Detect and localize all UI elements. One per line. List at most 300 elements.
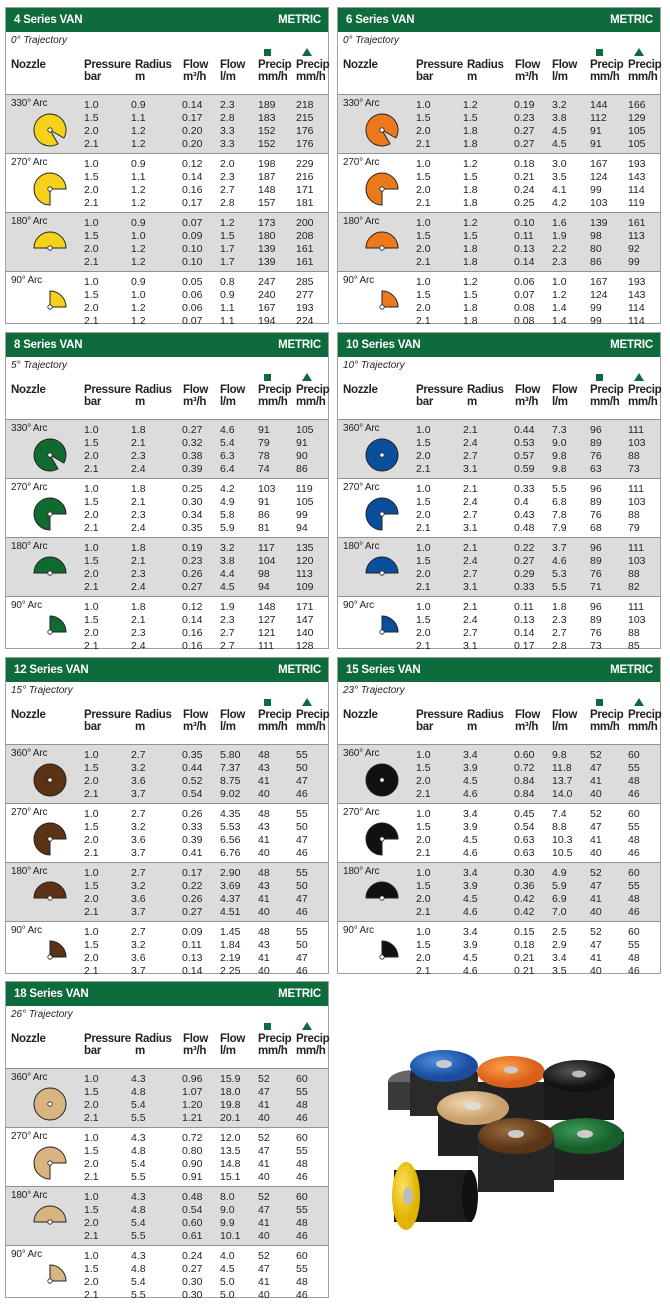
- pressure-cell: 2.0: [84, 243, 99, 255]
- flow-m3h-cell: 0.33: [514, 483, 535, 495]
- flow-lm-cell: 7.0: [552, 906, 567, 918]
- precip-triangle-cell: 48: [296, 1276, 308, 1288]
- pressure-cell: 2.1: [416, 640, 431, 652]
- pressure-cell: 2.1: [416, 138, 431, 150]
- pressure-cell: 1.5: [416, 821, 431, 833]
- flow-lm-cell: 4.5: [552, 138, 567, 150]
- table-row: [6, 125, 328, 138]
- precip-square-cell: 91: [590, 125, 602, 137]
- flow-lm-cell: 9.02: [220, 788, 241, 800]
- precip-triangle-cell: 99: [628, 256, 640, 268]
- precip-triangle-cell: 103: [628, 614, 646, 626]
- precip-triangle-cell: 229: [296, 158, 314, 170]
- flow-m3h-cell: 0.27: [514, 555, 535, 567]
- radius-cell: 4.3: [131, 1073, 146, 1085]
- radius-cell: 2.7: [463, 627, 478, 639]
- precip-triangle-cell: 46: [296, 847, 308, 859]
- precip-square-cell: 52: [590, 867, 602, 879]
- header-label: Pressure: [416, 384, 463, 396]
- flow-lm-cell: 1.8: [552, 601, 567, 613]
- flow-m3h-cell: 0.06: [182, 302, 203, 314]
- precip-triangle-cell: 46: [296, 1171, 308, 1183]
- nozzle-table-15-series-van: [337, 657, 662, 977]
- arc-label: 180° Arc: [343, 216, 380, 227]
- radius-cell: 3.6: [131, 775, 146, 787]
- flow-lm-cell: 3.2: [220, 542, 235, 554]
- header-label: Pressure: [84, 1033, 131, 1045]
- flow-m3h-cell: 0.96: [182, 1073, 203, 1085]
- radius-cell: 3.1: [463, 581, 478, 593]
- precip-sq-header: [258, 59, 291, 83]
- table-row: [6, 1112, 328, 1125]
- pressure-cell: 2.1: [416, 197, 431, 209]
- table-header-bar: [6, 333, 328, 357]
- unit-label: METRIC: [610, 664, 653, 676]
- header-unit: bar: [416, 721, 433, 733]
- radius-cell: 4.3: [131, 1132, 146, 1144]
- precip-square-cell: 99: [590, 315, 602, 327]
- precip-square-cell: 91: [590, 138, 602, 150]
- flow-m3h-cell: 0.57: [514, 450, 535, 462]
- precip-triangle-cell: 55: [296, 1263, 308, 1275]
- precip-triangle-cell: 208: [296, 230, 314, 242]
- radius-cell: 3.1: [463, 463, 478, 475]
- flow-lm-cell: 3.0: [552, 158, 567, 170]
- trajectory-label: 5° Trajectory: [11, 360, 68, 371]
- arc-group: [6, 272, 328, 330]
- table-row: [6, 1171, 328, 1184]
- precip-square-cell: 189: [258, 99, 276, 111]
- precip-triangle-cell: 48: [628, 834, 640, 846]
- precip-triangle-cell: 48: [296, 1158, 308, 1170]
- header-unit: mm/h: [628, 721, 658, 733]
- precip-sq-header: [590, 709, 623, 733]
- flow-m3h-cell: 0.54: [514, 821, 535, 833]
- table-row: [338, 880, 660, 893]
- table-row: [338, 601, 660, 614]
- flow-m3h-cell: 0.45: [514, 808, 535, 820]
- radius-cell: 1.8: [463, 243, 478, 255]
- unit-label: METRIC: [278, 664, 321, 676]
- flow-m3h-cell: 0.30: [182, 496, 203, 508]
- precip-square-cell: 41: [590, 893, 602, 905]
- flow-lm-cell: 8.0: [220, 1191, 235, 1203]
- radius-cell: 1.8: [463, 256, 478, 268]
- series-title: 18 Series VAN: [14, 988, 89, 1000]
- precip-square-cell: 40: [258, 1289, 270, 1301]
- flow-m3h-cell: 0.90: [182, 1158, 203, 1170]
- precip-triangle-cell: 200: [296, 217, 314, 229]
- unit-label: METRIC: [278, 988, 321, 1000]
- flow-lm-cell: 7.37: [220, 762, 241, 774]
- flow-lm-cell: 8.75: [220, 775, 241, 787]
- radius-cell: 2.7: [131, 926, 146, 938]
- pressure-cell: 1.5: [84, 437, 99, 449]
- arc-group: [6, 1187, 328, 1246]
- pressure-cell: 1.5: [84, 496, 99, 508]
- flow-m3h-cell: 0.13: [514, 243, 535, 255]
- pressure-cell: 1.5: [84, 939, 99, 951]
- header-unit: l/m: [220, 71, 236, 83]
- flow-m3h-cell: 0.42: [514, 906, 535, 918]
- flow-lm-cell: 3.3: [220, 138, 235, 150]
- precip-triangle-cell: 99: [296, 509, 308, 521]
- series-title: 6 Series VAN: [346, 14, 415, 26]
- flow-lm-cell: 12.0: [220, 1132, 241, 1144]
- nozzle-table-12-series-van: [5, 657, 330, 977]
- arc-label: 180° Arc: [343, 866, 380, 877]
- flow-m3h-cell: 0.27: [182, 424, 203, 436]
- pressure-header: [416, 384, 463, 408]
- header-label: Radius: [135, 59, 172, 71]
- flow-lm-cell: 3.8: [220, 555, 235, 567]
- flow-m3h-cell: 0.11: [514, 601, 534, 613]
- precip-triangle-cell: 135: [296, 542, 314, 554]
- pressure-cell: 2.1: [416, 522, 431, 534]
- arc-label: 270° Arc: [11, 482, 48, 493]
- precip-square-cell: 40: [590, 965, 602, 977]
- pressure-cell: 2.0: [84, 450, 99, 462]
- triangle-symbol-icon: [302, 698, 312, 706]
- header-unit: l/m: [552, 721, 568, 733]
- precip-tri-header: [628, 384, 661, 408]
- series-title: 8 Series VAN: [14, 339, 83, 351]
- pressure-cell: 2.0: [84, 834, 99, 846]
- precip-triangle-cell: 105: [296, 424, 314, 436]
- flow-lm-cell: 9.0: [552, 437, 567, 449]
- table-row: [338, 568, 660, 581]
- precip-tri-header: [296, 709, 329, 733]
- precip-triangle-cell: 129: [628, 112, 646, 124]
- radius-cell: 1.2: [131, 302, 146, 314]
- table-row: [338, 302, 660, 315]
- radius-cell: 3.2: [131, 880, 146, 892]
- flow-m3h-cell: 0.21: [514, 952, 535, 964]
- pressure-cell: 1.5: [84, 289, 99, 301]
- radius-cell: 1.8: [463, 197, 478, 209]
- flow-lm-cell: 5.3: [552, 568, 567, 580]
- flow-m3h-cell: 0.26: [182, 808, 203, 820]
- flow-m3h-cell: 0.14: [514, 627, 535, 639]
- table-row: [6, 217, 328, 230]
- header-label: Precip: [258, 59, 292, 71]
- table-row: [6, 906, 328, 919]
- radius-cell: 1.5: [463, 289, 478, 301]
- radius-cell: 3.9: [463, 880, 478, 892]
- table-row: [338, 614, 660, 627]
- pressure-header: [84, 59, 131, 83]
- flow-m3h-header: [515, 709, 540, 733]
- flow-m3h-cell: 0.13: [182, 952, 203, 964]
- flow-m3h-cell: 0.19: [182, 542, 203, 554]
- precip-square-cell: 52: [590, 749, 602, 761]
- radius-cell: 2.1: [463, 542, 478, 554]
- flow-m3h-cell: 0.15: [514, 926, 535, 938]
- radius-cell: 2.1: [463, 424, 478, 436]
- precip-triangle-cell: 193: [628, 276, 646, 288]
- header-label: Pressure: [84, 384, 131, 396]
- pressure-cell: 2.0: [416, 243, 431, 255]
- precip-triangle-cell: 50: [296, 880, 308, 892]
- radius-cell: 4.5: [463, 834, 478, 846]
- precip-square-cell: 47: [590, 762, 602, 774]
- nozzle-table-4-series-van: [5, 7, 330, 327]
- pressure-cell: 2.1: [84, 640, 99, 652]
- flow-lm-cell: 9.0: [220, 1204, 235, 1216]
- precip-square-cell: 144: [590, 99, 608, 111]
- precip-square-cell: 124: [590, 289, 608, 301]
- precip-triangle-cell: 60: [628, 808, 640, 820]
- table-row: [6, 138, 328, 151]
- pressure-cell: 1.0: [84, 926, 99, 938]
- pressure-cell: 1.5: [84, 614, 99, 626]
- header-unit: m: [467, 71, 477, 83]
- pressure-cell: 1.0: [416, 424, 431, 436]
- table-row: [338, 99, 660, 112]
- flow-lm-cell: 6.8: [552, 496, 567, 508]
- precip-triangle-cell: 120: [296, 555, 314, 567]
- precip-square-cell: 198: [258, 158, 276, 170]
- square-symbol-icon: [596, 374, 603, 381]
- table-row: [6, 867, 328, 880]
- radius-cell: 3.7: [131, 847, 146, 859]
- precip-tri-header: [296, 384, 329, 408]
- flow-lm-cell: 4.0: [220, 1250, 235, 1262]
- flow-lm-cell: 5.5: [552, 581, 567, 593]
- nozzle-header: Nozzle: [11, 59, 46, 71]
- column-headers: [6, 373, 328, 420]
- precip-square-cell: 89: [590, 437, 602, 449]
- pressure-cell: 1.0: [416, 217, 431, 229]
- precip-square-cell: 80: [590, 243, 602, 255]
- radius-cell: 1.2: [131, 184, 146, 196]
- flow-lm-cell: 6.9: [552, 893, 567, 905]
- arc-label: 270° Arc: [11, 807, 48, 818]
- precip-triangle-cell: 60: [296, 1073, 308, 1085]
- precip-sq-header: [590, 384, 623, 408]
- column-headers: [6, 48, 328, 95]
- flow-lm-cell: 10.3: [552, 834, 573, 846]
- flow-m3h-cell: 0.4: [514, 496, 529, 508]
- table-row: [6, 808, 328, 821]
- precip-square-cell: 139: [258, 256, 276, 268]
- pressure-cell: 2.0: [84, 893, 99, 905]
- pressure-cell: 1.0: [84, 542, 99, 554]
- flow-lm-cell: 9.8: [552, 463, 567, 475]
- precip-square-cell: 124: [590, 171, 608, 183]
- pressure-cell: 1.5: [84, 230, 99, 242]
- arc-label: 180° Arc: [11, 866, 48, 877]
- flow-lm-cell: 2.3: [220, 171, 235, 183]
- triangle-symbol-icon: [634, 48, 644, 56]
- precip-triangle-cell: 90: [296, 450, 308, 462]
- flow-lm-cell: 9.9: [220, 1217, 235, 1229]
- precip-triangle-cell: 46: [628, 788, 640, 800]
- pressure-cell: 1.5: [84, 1145, 99, 1157]
- arc-label: 330° Arc: [11, 98, 48, 109]
- precip-square-cell: 47: [258, 1145, 270, 1157]
- flow-m3h-cell: 0.72: [514, 762, 535, 774]
- flow-lm-cell: 4.5: [220, 581, 235, 593]
- nozzle-table-18-series-van: [5, 981, 330, 1301]
- pressure-cell: 1.5: [416, 762, 431, 774]
- table-row: [338, 243, 660, 256]
- header-label: Flow: [183, 59, 208, 71]
- precip-square-cell: 98: [258, 568, 270, 580]
- arc-group: [338, 597, 660, 655]
- pressure-cell: 2.0: [416, 952, 431, 964]
- pressure-cell: 1.5: [84, 112, 99, 124]
- radius-cell: 5.5: [131, 1171, 146, 1183]
- pressure-cell: 2.0: [416, 568, 431, 580]
- flow-m3h-cell: 0.27: [182, 906, 203, 918]
- header-unit: m³/h: [515, 71, 539, 83]
- flow-lm-cell: 3.5: [552, 171, 567, 183]
- precip-triangle-cell: 171: [296, 601, 314, 613]
- flow-m3h-cell: 0.35: [182, 522, 203, 534]
- table-row: [6, 509, 328, 522]
- precip-triangle-cell: 55: [628, 880, 640, 892]
- precip-square-cell: 52: [258, 1132, 270, 1144]
- table-row: [6, 1099, 328, 1112]
- pressure-cell: 2.0: [84, 568, 99, 580]
- radius-cell: 1.1: [131, 171, 146, 183]
- radius-cell: 2.4: [463, 437, 478, 449]
- radius-cell: 2.1: [463, 601, 478, 613]
- flow-m3h-cell: 0.23: [182, 555, 203, 567]
- flow-m3h-cell: 0.63: [514, 834, 535, 846]
- header-label: Precip: [296, 709, 330, 721]
- table-row: [6, 762, 328, 775]
- precip-triangle-cell: 46: [296, 788, 308, 800]
- radius-cell: 2.4: [463, 496, 478, 508]
- triangle-symbol-icon: [302, 373, 312, 381]
- pressure-cell: 1.5: [84, 1086, 99, 1098]
- table-row: [6, 749, 328, 762]
- table-row: [338, 522, 660, 535]
- radius-cell: 1.0: [131, 289, 146, 301]
- precip-triangle-cell: 277: [296, 289, 314, 301]
- arc-label: 270° Arc: [11, 1131, 48, 1142]
- flow-lm-cell: 2.0: [220, 158, 235, 170]
- radius-cell: 3.6: [131, 893, 146, 905]
- precip-triangle-cell: 105: [628, 138, 646, 150]
- radius-cell: 1.0: [131, 230, 146, 242]
- table-row: [6, 965, 328, 978]
- trajectory-label: 23° Trajectory: [343, 685, 405, 696]
- flow-m3h-cell: 0.43: [514, 509, 535, 521]
- precip-triangle-cell: 55: [296, 1204, 308, 1216]
- precip-square-cell: 40: [258, 965, 270, 977]
- table-row: [338, 437, 660, 450]
- precip-square-cell: 40: [590, 847, 602, 859]
- precip-triangle-cell: 48: [628, 775, 640, 787]
- arc-group: [6, 804, 328, 863]
- precip-sq-header: [590, 59, 623, 83]
- flow-m3h-cell: 0.48: [514, 522, 535, 534]
- flow-m3h-cell: 0.53: [514, 437, 535, 449]
- precip-square-cell: 180: [258, 230, 276, 242]
- flow-m3h-cell: 0.18: [514, 158, 535, 170]
- flow-m3h-cell: 0.44: [182, 762, 203, 774]
- flow-lm-cell: 2.8: [552, 640, 567, 652]
- flow-m3h-cell: 0.30: [514, 867, 535, 879]
- column-headers: [6, 698, 328, 745]
- pressure-cell: 1.5: [84, 821, 99, 833]
- trajectory-label: 10° Trajectory: [343, 360, 405, 371]
- flow-m3h-cell: 0.14: [182, 965, 203, 977]
- flow-lm-cell: 4.4: [220, 568, 235, 580]
- header-unit: m³/h: [183, 721, 207, 733]
- flow-lm-header: [552, 59, 577, 83]
- flow-m3h-cell: 0.27: [182, 581, 203, 593]
- radius-cell: 3.2: [131, 939, 146, 951]
- flow-lm-cell: 5.8: [220, 509, 235, 521]
- precip-triangle-cell: 105: [296, 496, 314, 508]
- radius-cell: 4.3: [131, 1191, 146, 1203]
- precip-square-cell: 52: [258, 1250, 270, 1262]
- header-unit: mm/h: [258, 1045, 288, 1057]
- precip-triangle-cell: 85: [628, 640, 640, 652]
- flow-lm-cell: 9.8: [552, 450, 567, 462]
- arc-label: 360° Arc: [343, 748, 380, 759]
- table-row: [338, 581, 660, 594]
- flow-m3h-cell: 0.20: [182, 125, 203, 137]
- flow-m3h-cell: 0.21: [514, 171, 535, 183]
- table-row: [338, 808, 660, 821]
- flow-lm-cell: 7.8: [552, 509, 567, 521]
- precip-triangle-cell: 215: [296, 112, 314, 124]
- radius-cell: 2.7: [131, 867, 146, 879]
- flow-lm-cell: 9.8: [552, 749, 567, 761]
- arc-label: 360° Arc: [11, 1072, 48, 1083]
- table-row: [6, 256, 328, 269]
- radius-cell: 2.7: [463, 509, 478, 521]
- flow-lm-cell: 3.4: [552, 952, 567, 964]
- pressure-header: [416, 709, 463, 733]
- precip-triangle-cell: 140: [296, 627, 314, 639]
- nozzle-table-6-series-van: [337, 7, 662, 327]
- precip-square-cell: 43: [258, 762, 270, 774]
- precip-square-cell: 40: [258, 906, 270, 918]
- radius-cell: 1.1: [131, 112, 146, 124]
- precip-square-cell: 76: [590, 627, 602, 639]
- precip-square-cell: 48: [258, 867, 270, 879]
- flow-m3h-cell: 0.84: [514, 788, 535, 800]
- table-row: [6, 1230, 328, 1243]
- flow-m3h-cell: 0.05: [182, 276, 203, 288]
- precip-square-cell: 40: [258, 847, 270, 859]
- precip-square-cell: 41: [258, 1276, 270, 1288]
- table-row: [6, 302, 328, 315]
- precip-square-cell: 52: [258, 1191, 270, 1203]
- flow-m3h-cell: 0.14: [182, 171, 203, 183]
- pressure-cell: 1.5: [84, 171, 99, 183]
- precip-square-cell: 81: [258, 522, 270, 534]
- flow-lm-cell: 5.0: [220, 1276, 235, 1288]
- flow-lm-cell: 0.8: [220, 276, 235, 288]
- precip-square-cell: 40: [258, 788, 270, 800]
- precip-square-cell: 173: [258, 217, 276, 229]
- header-label: Precip: [628, 59, 662, 71]
- precip-triangle-cell: 94: [296, 522, 308, 534]
- pressure-cell: 2.1: [416, 788, 431, 800]
- precip-square-cell: 47: [590, 821, 602, 833]
- pressure-cell: 2.0: [84, 509, 99, 521]
- radius-cell: 1.2: [131, 315, 146, 327]
- pressure-header: [84, 709, 131, 733]
- radius-cell: 3.2: [131, 821, 146, 833]
